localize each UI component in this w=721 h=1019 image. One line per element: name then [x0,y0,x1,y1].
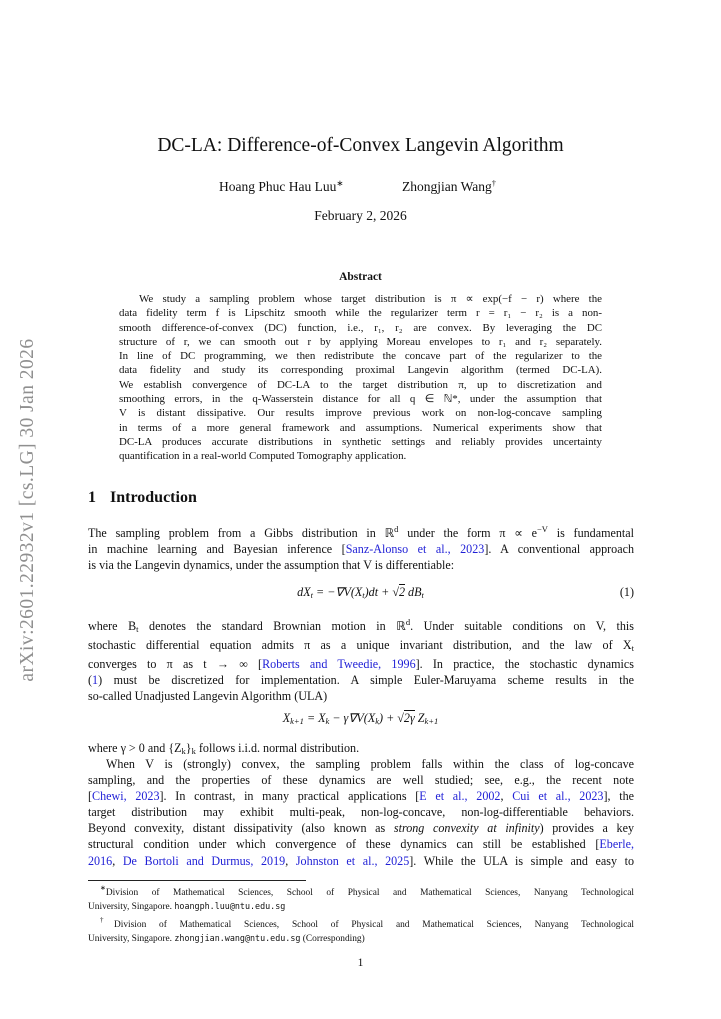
footnote-line: †Division of Mathematical Sciences, School of Physical and Mathematical Sciences, Nanyang Technological [100,916,635,930]
text-line: is via the Langevin dynamics, under the assumption that V is differentiable: [88,558,455,573]
abstract-line: We study a sampling problem whose target distribution is π ∝ exp(−f − r) where the [139,293,602,305]
author-2: Zhongjian Wang† [402,178,497,194]
text-line: converges to π as t → ∞ [Roberts and Tweedie, 1996]. In practice, the stochastic dynamics [88,657,634,672]
text-line: [Chewi, 2023]. In contrast, in many practical applications [E et al., 2002, Cui et al., 2023], the [88,789,635,804]
paper-title: DC-LA: Difference-of-Convex Langevin Algorithm [157,135,564,156]
intro-paragraph-2 [88,614,634,704]
citation-link[interactable]: Eberle, [599,837,634,852]
abstract-line: quantification in a real-world Computed Tomography application. [119,450,407,463]
abstract-line: We establish convergence of DC-LA to the target distribution π, up to discretization and [119,378,602,391]
footnote-line: University, Singapore. zhongjian.wang@ntu.edu.sg (Corresponding) [88,933,365,944]
citation-link[interactable]: E et al., 2002 [419,789,501,804]
text-line: Beyond convexity, distant dissipativity (also known as strong convexity at infinity) provides a key [88,821,635,836]
citation-link[interactable]: De Bortoli and Durmus, 2019 [122,853,286,868]
abstract-heading: Abstract [339,271,382,283]
text-line: 2016, De Bortoli and Durmus, 2019, Johnston et al., 2025]. While the ULA is simple and easy to [88,853,635,868]
paper-date: February 2, 2026 [314,208,407,223]
abstract-line: structure of r, we can smooth out r by applying Moreau envelopes to r₁ and r₂ separately. [119,335,602,348]
text-line: structural condition under which convergence of these dynamics can still be established [Eberle, [88,837,634,852]
section-number: 1 [88,489,96,506]
text-line: in machine learning and Bayesian inference [Sanz-Alonso et al., 2023]. A conventional approach [88,542,634,557]
abstract-line: In line of DC programming, we then redistribute the concave part of the regularizer to the [119,350,602,363]
citation-link[interactable]: Cui et al., 2023 [512,789,604,804]
citation-link[interactable]: 2016 [88,853,113,868]
abstract-line: in terms of a more general framework and assumptions. Numerical experiments show that [119,421,602,434]
text-line: stochastic differential equation admits π as a unique invariant distribution, and the law of $X_t$ [88,638,634,654]
citation-link[interactable]: Sanz-Alonso et al., 2023 [345,542,485,557]
abstract-line: DC-LA produces accurate distributions in synthetic settings and reliably provides uncertainty [119,435,602,448]
email-address[interactable]: zhongjian.wang@ntu.edu.sg [174,933,301,943]
text-line: target distribution may exhibit multi-peak, non-log-concave, non-log-differentiable behaviors. [88,805,634,820]
citation-link[interactable]: Chewi, 2023 [92,789,160,804]
abstract-line: data fidelity term f is Lipschitz smooth while the regularizer term r = r₁ − r₂ is a non- [119,307,602,320]
text-line: The sampling problem from a Gibbs distribution in ℝ$^d$ under the form $\pi \propto e^{-V}$ is fundamental [88,524,634,540]
abstract-line: data fidelity and study its corresponding proximal Langevin algorithm (termed DC-LA). [119,364,602,377]
citation-link[interactable]: 1 [92,673,99,688]
text-line: where $B_t$ denotes the standard Brownian motion in ℝ$^d$. Under suitable conditions on V, this [88,617,634,634]
text-line: sampling, and the properties of these dynamics are well studied; see, e.g., the recent note [88,773,634,788]
footnotes [88,882,634,946]
text-line: where γ > 0 and $\{Z_k\}_k$ follows i.i.d. normal distribution. [88,741,360,756]
page-number: 1 [357,957,364,969]
section-title: Introduction [110,489,197,506]
text-line: When V is (strongly) convex, the sampling problem falls within the class of log-concave [106,757,634,771]
equation-langevin-sde: $dX_t = -\nabla V(X_t)dt + √2$ $dB_t$ [297,585,424,600]
citation-link[interactable]: Roberts and Tweedie, 1996 [262,657,416,672]
footnote-rule [88,880,306,881]
footnote-line: University, Singapore. hoangph.luu@ntu.edu.sg [88,901,286,912]
intro-paragraph-4 [88,756,634,869]
footnote-line: ∗Division of Mathematical Sciences, School of Physical and Mathematical Sciences, Nanyang Technological [100,884,634,898]
equation-number-1: (1) [619,585,634,599]
arxiv-identifier: arXiv:2601.22932v1 [cs.LG] 30 Jan 2026 [17,338,38,682]
text-line: so-called Unadjusted Langevin Algorithm (ULA) [88,689,328,704]
equation-ula: $X_{k+1} = X_k - \gamma\nabla V(X_k) + √2\gamma$ $Z_{k+1}$ [282,711,439,726]
text-line: (1) must be discretized for implementation. A simple Euler-Maruyama scheme results in the [88,673,634,688]
intro-paragraph-1 [88,521,634,573]
section-heading [88,489,197,507]
email-address[interactable]: hoangph.luu@ntu.edu.sg [174,901,286,911]
citation-link[interactable]: Johnston et al., 2025 [295,853,410,868]
author-1: Hoang Phuc Hau Luu∗ [219,178,344,194]
abstract-body [119,292,602,464]
arxiv-sidebar-stamp [6,300,50,720]
abstract-line: smoothing errors, in the q-Wasserstein distance for all q ∈ ℕ*, under the assumption that [119,393,602,406]
abstract-line: smooth difference-of-convex (DC) function, i.e., r₁, r₂ are convex. By leveraging the DC [119,321,602,334]
abstract-line: V is distant dissipative. Our results improve previous work on non-log-concave sampling [119,407,602,420]
